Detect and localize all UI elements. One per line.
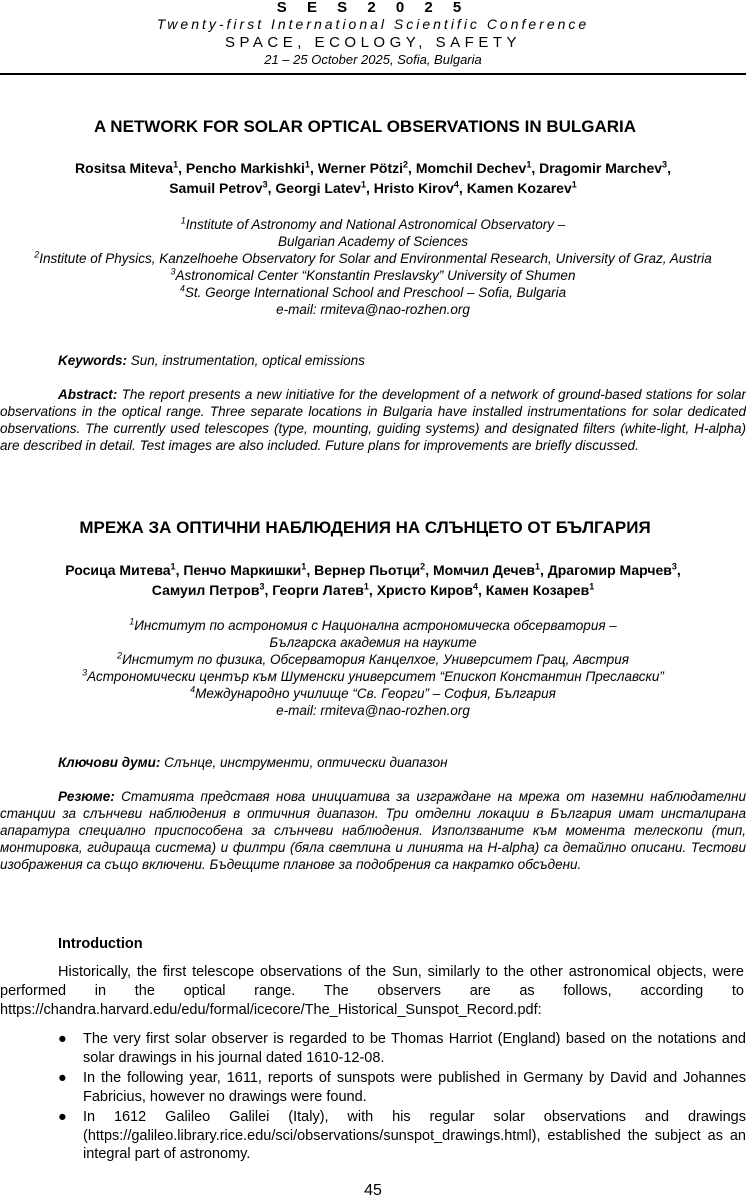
header-conference: Twenty-first International Scientific Conference <box>156 16 590 32</box>
affiliation-text: Институт по астрономия с Национална астрономическа обсерватория – <box>134 618 617 633</box>
bullet-icon: ● <box>58 1031 67 1047</box>
affiliation-line <box>0 634 746 651</box>
author-affiliation-index: 1 <box>571 179 577 190</box>
author-name: Hristo Kirov <box>373 180 454 196</box>
affiliation-line <box>0 267 746 284</box>
list-item <box>0 1030 746 1067</box>
affiliation-line <box>0 250 746 267</box>
bullet-icon: ● <box>58 1070 67 1086</box>
author-name: Самуил Петров <box>151 582 260 598</box>
authors-en-line1: Rositsa Miteva$^1$, Pencho Markishki$^1$, Werner Pötzi$^2$, Momchil Dechev$^1$, Dragomir Marchev$^3$, <box>75 159 671 176</box>
affiliation-index: 1 <box>180 215 186 226</box>
author-name: Rositsa Miteva <box>75 160 174 176</box>
affiliation-index: 2 <box>34 249 40 260</box>
affiliation-index: 1 <box>129 616 135 627</box>
affiliation-text: Institute of Physics, Kanzelhoehe Observatory for Solar and Environmental Research, University of Graz, Austria <box>39 251 712 266</box>
affiliation-index: 2 <box>117 650 123 661</box>
keywords-bg <box>0 754 746 771</box>
affiliations-bg <box>0 617 746 719</box>
header-dates: 21 – 25 October 2025, Sofia, Bulgaria <box>264 52 482 67</box>
header-theme: SPACE, ECOLOGY, SAFETY <box>224 34 521 51</box>
bullet-icon: ● <box>58 1109 67 1125</box>
affiliations-en <box>0 216 746 318</box>
authors-bg-line1: Росица Митева$^1$, Пенчо Маркишки$^1$, Вернер Пьотци$^2$, Момчил Дечев$^1$, Драгомир Марчев$^3$, <box>65 561 681 578</box>
affiliation-index: 3 <box>82 667 88 678</box>
paper-title-bg: МРЕЖА ЗА ОПТИЧНИ НАБЛЮДЕНИЯ НА СЛЪНЦЕТО ОТ БЪЛГАРИЯ <box>79 518 651 537</box>
paper-title-en: A NETWORK FOR SOLAR OPTICAL OBSERVATIONS IN BULGARIA <box>93 117 637 136</box>
author-name: Драгомир Марчев <box>547 562 672 578</box>
keywords-label-en: Keywords: <box>58 353 128 368</box>
author-affiliation-index: 1 <box>170 561 176 572</box>
author-affiliation-index: 1 <box>526 159 532 170</box>
author-affiliation-index: 4 <box>453 179 459 190</box>
author-name: Dragomir Marchev <box>539 160 663 176</box>
affiliation-text: e-mail: rmiteva@nao-rozhen.org <box>276 703 470 718</box>
author-affiliation-index: 1 <box>363 581 369 592</box>
author-name: Samuil Petrov <box>169 180 263 196</box>
author-affiliation-index: 2 <box>403 159 409 170</box>
author-affiliation-index: 1 <box>301 561 307 572</box>
affiliation-line <box>0 685 746 702</box>
affiliation-text: Астрономически център към Шуменски университет “Епископ Константин Преславски” <box>87 669 664 684</box>
abstract-text-bg: Статията представя нова инициатива за изграждане на мрежа от наземни наблюдателни станции за слънчеви наблюдения в оптичния диапазон. Три отделни локации в България имат инсталирана апаратура специално приспособена за слънчеви наблюдения. Използваните към момента телескопи (тип, монтировка, гидираща система) и филтри (бяла светлина и линията на H-alpha) са детайлно описани. Тестови изображения са също включени. Бъдещите планове за подобрения са накратко обсъдени. <box>0 789 746 872</box>
list-item-text: The very first solar observer is regarded to be Thomas Harriot (England) based on the notations and solar drawings in his journal dated 1610-12-08. <box>83 1031 746 1066</box>
affiliation-line <box>0 651 746 668</box>
author-name: Momchil Dechev <box>415 160 527 176</box>
author-name: Росица Митева <box>65 562 171 578</box>
author-name: Пенчо Маркишки <box>183 562 302 578</box>
author-name: Pencho Markishki <box>185 160 305 176</box>
keywords-label-bg: Ключови думи: <box>58 755 161 770</box>
abstract-bg <box>0 788 746 873</box>
author-affiliation-index: 2 <box>420 561 426 572</box>
author-affiliation-index: 3 <box>671 561 677 572</box>
affiliation-index: 3 <box>170 266 176 277</box>
affiliation-index: 4 <box>179 283 185 294</box>
keywords-text-en: Sun, instrumentation, optical emissions <box>127 353 365 368</box>
author-name: Werner Pötzi <box>317 160 404 176</box>
author-affiliation-index: 4 <box>472 581 478 592</box>
list-item <box>0 1069 746 1106</box>
affiliation-line <box>0 233 746 250</box>
author-name: Георги Латев <box>272 582 364 598</box>
author-affiliation-index: 1 <box>589 581 595 592</box>
author-affiliation-index: 1 <box>173 159 179 170</box>
affiliation-line <box>0 702 746 719</box>
authors-bg <box>0 560 746 600</box>
authors-bg-line2: Самуил Петров$^3$, Георги Латев$^1$, Христо Киров$^4$, Камен Козарев$^1$ <box>151 581 595 598</box>
affiliation-line <box>0 216 746 233</box>
abstract-label-en: Abstract: <box>58 387 118 402</box>
introduction-paragraph <box>0 963 744 1020</box>
introduction-heading: Introduction <box>58 936 143 952</box>
abstract-label-bg: Резюме: <box>58 789 115 804</box>
affiliation-line <box>0 301 746 318</box>
author-affiliation-index: 3 <box>662 159 668 170</box>
affiliation-text: Институт по физика, Обсерватория Канцелхое, Университет Грац, Австрия <box>122 652 629 667</box>
author-affiliation-index: 1 <box>360 179 366 190</box>
author-affiliation-index: 3 <box>262 179 268 190</box>
page-number: 45 <box>364 1182 382 1199</box>
affiliation-index: 4 <box>190 684 196 695</box>
abstract-text-en: The report presents a new initiative for the development of a network of ground-based stations for solar observations in the optical range. Three separate locations in Bulgaria have installed instrumentations for solar dedicated observations. The currently used telescopes (type, mounting, guiding systems) and designated filters (white-light, H-alpha) are described in detail. Test images are also included. Future plans for improvements are briefly discussed. <box>0 387 746 453</box>
author-name: Христо Киров <box>376 582 473 598</box>
introduction-bullets <box>0 1030 746 1166</box>
affiliation-text: Institute of Astronomy and National Astronomical Observatory – <box>185 217 566 232</box>
affiliation-text: Bulgarian Academy of Sciences <box>277 234 469 249</box>
affiliation-text: Българска академия на науките <box>269 635 477 650</box>
affiliation-line <box>0 284 746 301</box>
authors-en <box>0 158 746 198</box>
introduction-text: Historically, the first telescope observations of the Sun, similarly to the other astronomical objects, were performed in the optical range. The observers are as follows, according to https://chandra.harvard.edu/edu/formal/icecore/The_Historical_Sunspot_Record.pdf: <box>0 964 744 1018</box>
author-name: Kamen Kozarev <box>466 180 572 196</box>
abstract-en <box>0 386 746 454</box>
list-item <box>0 1108 746 1164</box>
keywords-en <box>0 352 746 369</box>
author-affiliation-index: 1 <box>304 159 310 170</box>
affiliation-text: St. George International School and Preschool – Sofia, Bulgaria <box>184 285 567 300</box>
author-name: Вернер Пьотци <box>314 562 421 578</box>
list-item-text: In 1612 Galileo Galilei (Italy), with his regular solar observations and drawings (https://galileo.library.rice.edu/sci/observations/sunspot_drawings.html), established the subject as an integral part of astronomy. <box>83 1109 746 1162</box>
authors-en-line2: Samuil Petrov$^3$, Georgi Latev$^1$, Hristo Kirov$^4$, Kamen Kozarev$^1$ <box>169 179 577 196</box>
list-item-text: In the following year, 1611, reports of sunspots were published in Germany by David and Johannes Fabricius, however no drawings were found. <box>83 1070 746 1105</box>
keywords-text-bg: Слънце, инструменти, оптически диапазон <box>160 755 448 770</box>
author-affiliation-index: 3 <box>259 581 265 592</box>
author-affiliation-index: 1 <box>534 561 540 572</box>
header-rule <box>0 73 746 75</box>
header-acronym: S E S 2 0 2 5 <box>276 0 470 16</box>
affiliation-line <box>0 617 746 634</box>
author-name: Georgi Latev <box>275 180 361 196</box>
affiliation-text: Международно училище “Св. Георги” – София, България <box>195 686 556 701</box>
author-name: Момчил Дечев <box>432 562 535 578</box>
author-name: Камен Козарев <box>485 582 590 598</box>
affiliation-text: Astronomical Center “Konstantin Preslavsky” University of Shumen <box>175 268 576 283</box>
affiliation-line <box>0 668 746 685</box>
affiliation-text: e-mail: rmiteva@nao-rozhen.org <box>276 302 470 317</box>
